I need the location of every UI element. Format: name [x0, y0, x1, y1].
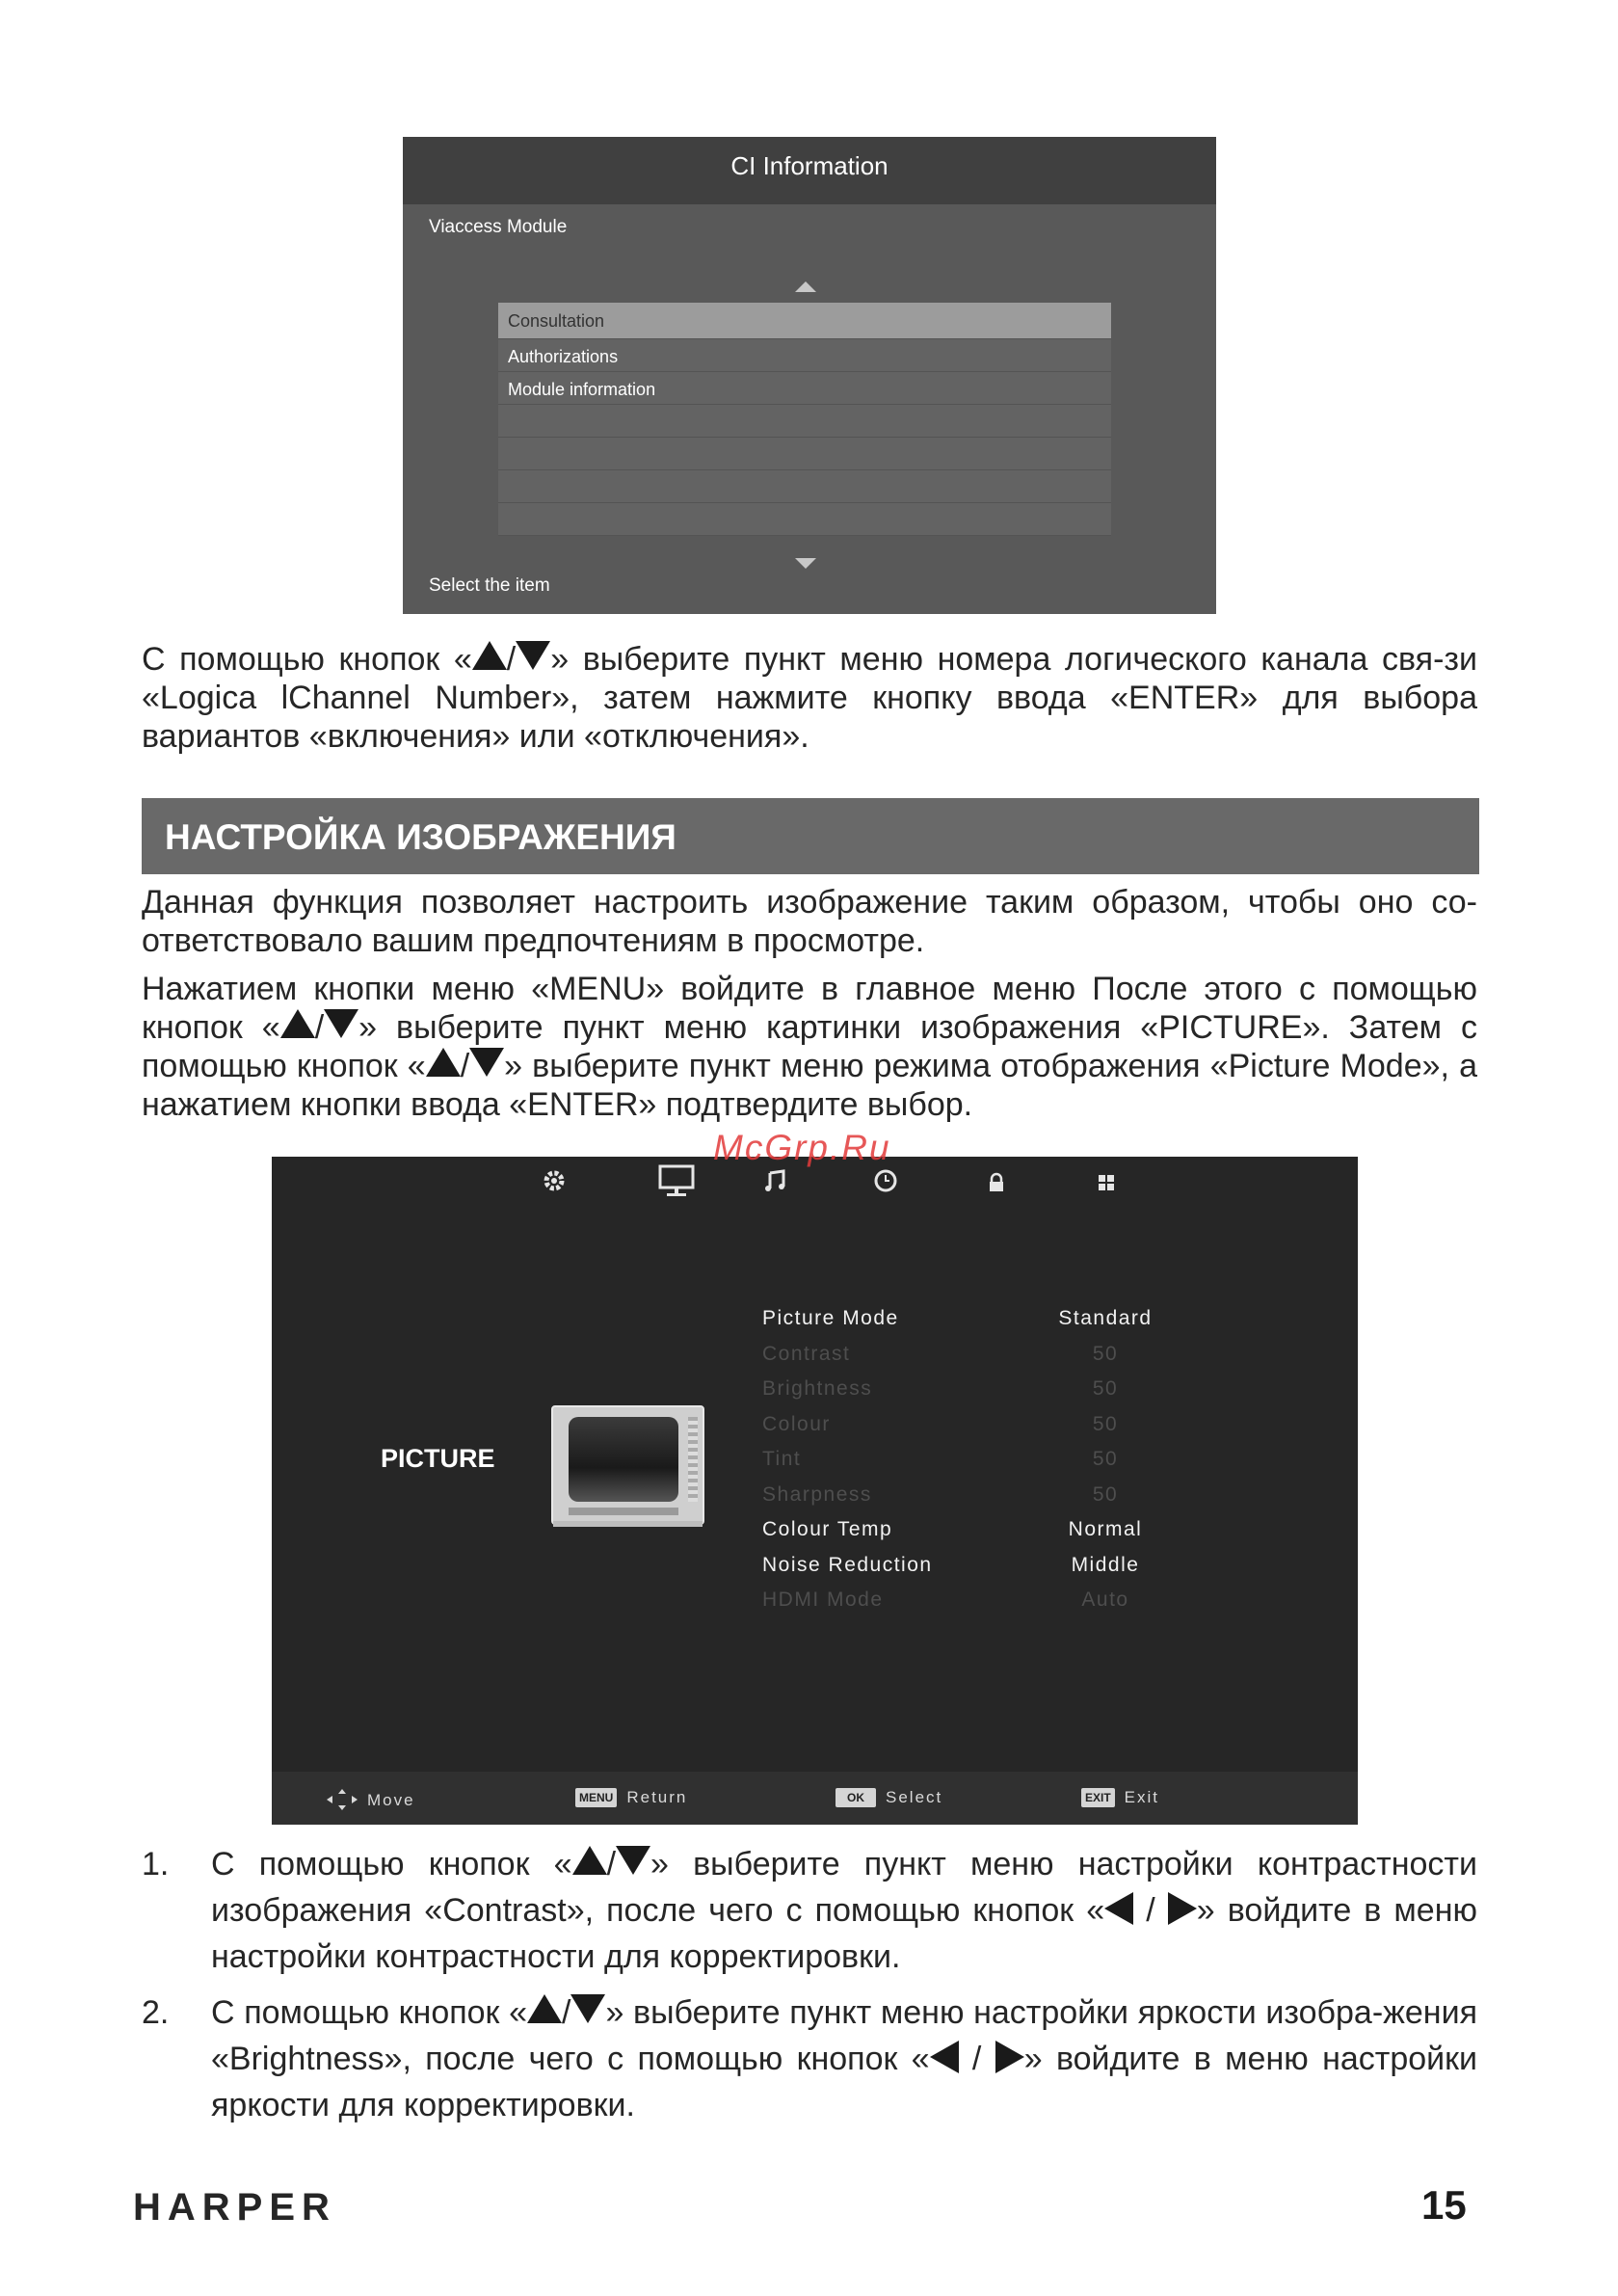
down-arrow-icon	[469, 1048, 504, 1077]
hint-exit-label: Exit	[1124, 1788, 1160, 1806]
menu-item-hdmi-mode	[762, 1583, 1167, 1618]
text-run: С помощью кнопок «	[211, 1994, 528, 2031]
ci-item-authorizations[interactable]: Authorizations	[498, 339, 1111, 372]
up-arrow-icon	[527, 1994, 562, 2023]
item-name: Brightness	[762, 1377, 873, 1400]
ci-item-empty	[498, 503, 1111, 536]
item-value: 50	[1092, 1412, 1119, 1435]
item-name: Picture Mode	[762, 1307, 899, 1329]
hint-return-label: Return	[626, 1788, 688, 1806]
hint-exit	[1081, 1788, 1159, 1807]
item-name: Contrast	[762, 1342, 851, 1365]
text-run: » выберите пункт меню настройки контрастности изображения «Contrast», после чего с помощью кнопок «	[211, 1846, 1477, 1929]
text-run: » выберите пункт меню номера логического канала свя-зи «Logica lChannel Number», затем нажмите кнопку ввода «ENTER» для выбора вариантов «включения» или «отключения».	[142, 641, 1477, 755]
text-run: » выберите пункт меню режима отображения «Picture Mode», а нажатием кнопки ввода «ENTER» подтвердите выбор.	[142, 1048, 1477, 1123]
menu-item-colour	[762, 1407, 1167, 1443]
scroll-down-icon[interactable]	[795, 558, 816, 569]
item-value: Auto	[1081, 1589, 1129, 1611]
text-run: /	[314, 1009, 325, 1046]
down-arrow-icon	[324, 1009, 358, 1038]
item-value: Standard	[1058, 1307, 1153, 1329]
item-value: 50	[1092, 1448, 1119, 1470]
left-arrow-icon	[930, 2041, 959, 2073]
list-text	[211, 1989, 1477, 2128]
menu-item-sharpness	[762, 1478, 1167, 1513]
menu-item-noise-reduction[interactable]	[762, 1548, 1167, 1584]
tv-illustration-icon	[551, 1405, 704, 1525]
item-value: Normal	[1068, 1518, 1143, 1540]
text-run: /	[1133, 1892, 1168, 1929]
ci-item-list	[498, 303, 1111, 536]
text-run: /	[460, 1048, 470, 1084]
monitor-icon[interactable]	[657, 1162, 696, 1201]
menu-key-icon: MENU	[575, 1788, 617, 1807]
hint-select	[836, 1788, 942, 1807]
item-value: 50	[1092, 1482, 1119, 1506]
ci-information-screen	[403, 137, 1216, 614]
gear-icon[interactable]	[535, 1166, 573, 1205]
watermark: McGrp.Ru	[713, 1128, 891, 1167]
text-run: /	[506, 641, 517, 678]
move-arrows-icon	[325, 1788, 359, 1811]
section-header	[142, 798, 1479, 874]
list-number: 2.	[142, 1994, 170, 2031]
down-arrow-icon	[616, 1846, 650, 1875]
item-value: Middle	[1071, 1553, 1140, 1576]
picture-settings-list	[762, 1301, 1167, 1618]
up-arrow-icon	[572, 1846, 607, 1875]
item-name: Noise Reduction	[762, 1553, 933, 1576]
page-number: 15	[1421, 2182, 1467, 2228]
hint-return	[575, 1788, 687, 1807]
lock-icon[interactable]	[977, 1166, 1016, 1205]
clock-icon[interactable]	[866, 1166, 905, 1205]
item-name: Colour Temp	[762, 1518, 893, 1540]
item-name: Tint	[762, 1448, 802, 1470]
up-arrow-icon	[280, 1009, 315, 1038]
menu-item-brightness	[762, 1372, 1167, 1407]
ci-module-name: Viaccess Module	[429, 217, 568, 237]
text-run: » выберите пункт меню настройки яркости изобра-жения «Brightness», после чего с помощью кнопок «	[211, 1994, 1477, 2077]
hint-move-label: Move	[367, 1791, 415, 1809]
menu-section-label: PICTURE	[381, 1444, 495, 1473]
section-title: НАСТРОЙКА ИЗОБРАЖЕНИЯ	[165, 817, 676, 857]
text-run: Нажатием кнопки меню «MENU» войдите в главное меню После этого с помощью кнопок «	[142, 971, 1477, 1046]
paragraph-lcn	[142, 640, 1477, 756]
list-number: 1.	[142, 1846, 170, 1882]
text-run: » войдите в меню настройки контрастности для корректировки.	[211, 1892, 1477, 1975]
down-arrow-icon	[516, 641, 550, 670]
right-arrow-icon	[995, 2041, 1024, 2073]
ci-item-consultation[interactable]: Consultation	[498, 303, 1111, 339]
text-run: » выберите пункт меню картинки изображения «PICTURE». Затем с помощью кнопок «	[142, 1009, 1477, 1084]
ci-item-empty	[498, 438, 1111, 470]
left-arrow-icon	[1104, 1892, 1133, 1925]
picture-menu-screen	[272, 1157, 1358, 1825]
menu-item-colour-temp[interactable]	[762, 1512, 1167, 1548]
down-arrow-icon	[570, 1994, 605, 2023]
paragraph-menu-instructions	[142, 970, 1477, 1124]
item-value: 50	[1092, 1342, 1119, 1365]
item-name: Colour	[762, 1412, 831, 1435]
text-run: /	[958, 2041, 995, 2077]
brand-logo: HARPER	[133, 2186, 336, 2229]
text-run: С помощью кнопок «	[142, 641, 472, 678]
text-run: /	[562, 1994, 571, 2031]
up-arrow-icon	[472, 641, 507, 670]
text-run: С помощью кнопок «	[211, 1846, 572, 1882]
ci-item-empty	[498, 470, 1111, 503]
menu-item-tint	[762, 1442, 1167, 1478]
key-hint-bar	[272, 1772, 1358, 1825]
menu-item-picture-mode[interactable]	[762, 1301, 1167, 1337]
text-run: » войдите в меню настройки яркости для корректировки.	[211, 2041, 1477, 2123]
ci-item-module-information[interactable]: Module information	[498, 372, 1111, 405]
hint-select-label: Select	[886, 1788, 943, 1806]
list-text	[211, 1841, 1477, 1980]
grid-icon[interactable]	[1087, 1166, 1126, 1205]
ci-title: CI Information	[403, 137, 1216, 204]
item-name: Sharpness	[762, 1482, 872, 1506]
scroll-up-icon[interactable]	[795, 281, 816, 292]
item-value: 50	[1092, 1377, 1119, 1400]
ok-key-icon: OK	[836, 1788, 876, 1807]
hint-move	[325, 1788, 415, 1811]
item-name: HDMI Mode	[762, 1589, 884, 1611]
up-arrow-icon	[426, 1048, 461, 1077]
right-arrow-icon	[1168, 1892, 1197, 1925]
ci-item-empty	[498, 405, 1111, 438]
ci-hint: Select the item	[429, 575, 550, 596]
text-run: /	[606, 1846, 617, 1882]
exit-key-icon: EXIT	[1081, 1788, 1115, 1807]
paragraph-intro: Данная функция позволяет настроить изображение таким образом, чтобы оно со-ответствовало вашим предпочтениям в просмотре.	[142, 884, 1477, 959]
music-icon[interactable]	[756, 1166, 795, 1205]
menu-item-contrast	[762, 1337, 1167, 1373]
